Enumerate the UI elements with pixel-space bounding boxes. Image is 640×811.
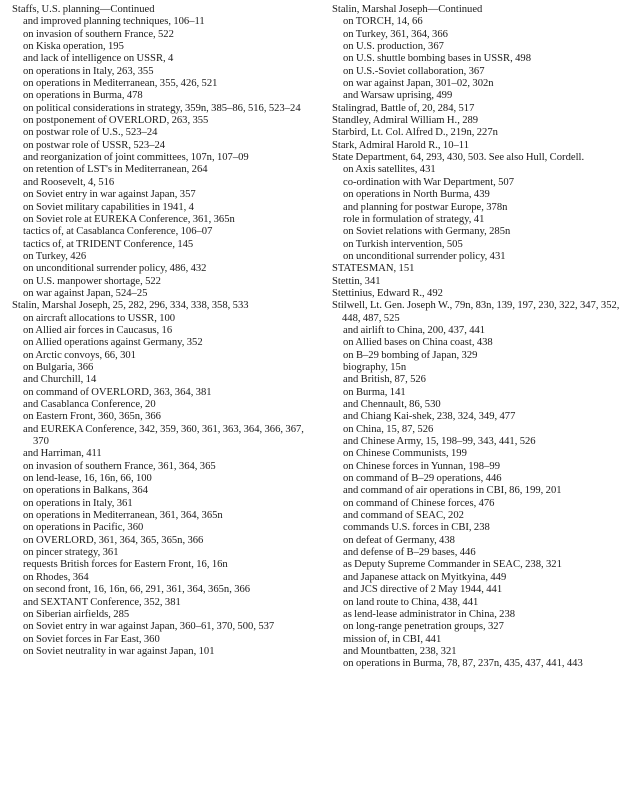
index-subentry: and airlift to China, 200, 437, 441	[343, 324, 486, 336]
index-subentry: on unconditional surrender policy, 431	[343, 250, 506, 262]
index-subentry: on lend-lease, 16, 16n, 66, 100	[23, 473, 152, 485]
index-subentry: on operations in North Burma, 439	[343, 189, 490, 201]
index-subentry: on Siberian airfields, 285	[23, 608, 130, 620]
index-subentry: on postwar role of USSR, 523–24	[23, 139, 166, 151]
index-subentry: biography, 15n	[343, 361, 407, 373]
index-subentry: on China, 15, 87, 526	[343, 423, 434, 435]
index-subentry: on Burma, 141	[343, 386, 406, 398]
index-subentry: on political considerations in strategy, 359n, 385–86, 516, 523–24	[23, 102, 301, 114]
index-subentry: on Turkey, 361, 364, 366	[343, 28, 448, 40]
index-subentry: on pincer strategy, 361	[23, 547, 119, 559]
index-subentry: tactics of, at Casablanca Conference, 106–07	[23, 226, 213, 238]
index-subentry: as Deputy Supreme Commander in SEAC, 238, 321	[343, 559, 562, 571]
index-subentry: on Eastern Front, 360, 365n, 366	[23, 411, 161, 423]
index-subentry: on Bulgaria, 366	[23, 361, 94, 373]
index-subentry: and reorganization of joint committees, 107n, 107–09	[23, 152, 249, 164]
index-subentry: on Allied operations against Germany, 352	[23, 337, 203, 349]
index-subentry: on operations in Italy, 361	[23, 497, 133, 509]
index-subentry: on command of B–29 operations, 446	[343, 473, 502, 485]
index-subentry: as lend-lease administrator in China, 238	[343, 608, 516, 620]
index-entry: Stark, Admiral Harold R., 10–11	[332, 139, 469, 151]
index-subentry: on operations in Italy, 263, 355	[23, 65, 154, 77]
index-subentry: on Kiska operation, 195	[23, 41, 124, 53]
index-subentry: on U.S. production, 367	[343, 41, 444, 53]
index-subentry: on Soviet neutrality in war against Japan, 101	[23, 645, 215, 657]
index-subentry: on Soviet role at EUREKA Conference, 361, 365n	[23, 213, 235, 225]
index-subentry: on OVERLORD, 361, 364, 365, 365n, 366	[23, 534, 204, 546]
index-subentry: on Soviet entry in war against Japan, 357	[23, 189, 196, 201]
index-subentry: tactics of, at TRIDENT Conference, 145	[23, 238, 194, 250]
index-subentry: and improved planning techniques, 106–11	[23, 16, 205, 28]
index-subentry: on Turkey, 426	[23, 250, 87, 262]
index-subentry: on operations in Burma, 78, 87, 237n, 435, 437, 441, 443	[343, 658, 583, 670]
index-entry: STATESMAN, 151	[332, 263, 415, 275]
index-subentry: and lack of intelligence on USSR, 4	[23, 53, 174, 65]
index-subentry: on defeat of Germany, 438	[343, 534, 455, 546]
index-subentry: on operations in Balkans, 364	[23, 485, 149, 497]
index-column-left	[12, 4, 312, 658]
index-subentry: on U.S. shuttle bombing bases in USSR, 498	[343, 53, 532, 65]
index-entry: Staffs, U.S. planning—Continued	[12, 4, 155, 15]
index-subentry: on invasion of southern France, 522	[23, 28, 174, 40]
index-subentry: commands U.S. forces in CBI, 238	[343, 522, 490, 534]
index-subentry: and defense of B–29 bases, 446	[343, 547, 476, 559]
index-subentry: on invasion of southern France, 361, 364, 365	[23, 460, 216, 472]
index-subentry: mission of, in CBI, 441	[343, 633, 442, 645]
index-subentry: on war against Japan, 301–02, 302n	[343, 78, 494, 90]
index-entry: Stalin, Marshal Joseph—Continued	[332, 4, 483, 15]
index-entry: State Department, 64, 293, 430, 503. See also Hull, Cordell.	[332, 152, 585, 164]
index-entry: Stettin, 341	[332, 275, 381, 287]
index-subentry: on postponement of OVERLORD, 263, 355	[23, 115, 209, 127]
index-subentry: on aircraft allocations to USSR, 100	[23, 312, 176, 324]
index-subentry: and JCS directive of 2 May 1944, 441	[343, 584, 503, 596]
index-subentry: and Mountbatten, 238, 321	[343, 645, 457, 657]
index-subentry: and Churchill, 14	[23, 374, 97, 386]
index-subentry: on Soviet military capabilities in 1941, 4	[23, 201, 194, 213]
index-subentry: on Rhodes, 364	[23, 571, 89, 583]
index-subentry: on unconditional surrender policy, 486, 432	[23, 263, 207, 275]
index-entry: Stettinius, Edward R., 492	[332, 287, 443, 299]
index-subentry: on long-range penetration groups, 327	[343, 621, 504, 633]
index-subentry: on Allied bases on China coast, 438	[343, 337, 493, 349]
index-entry: Starbird, Lt. Col. Alfred D., 219n, 227n	[332, 127, 498, 139]
index-subentry: on Chinese Communists, 199	[343, 448, 467, 460]
index-subentry: and command of SEAC, 202	[343, 510, 464, 522]
index-subentry: on Axis satellites, 431	[343, 164, 436, 176]
index-subentry: on operations in Mediterranean, 355, 426, 521	[23, 78, 218, 90]
index-subentry: on operations in Pacific, 360	[23, 522, 144, 534]
index-subentry: co-ordination with War Department, 507	[343, 176, 515, 188]
index-entry: Standley, Admiral William H., 289	[332, 115, 479, 127]
index-subentry: and British, 87, 526	[343, 374, 426, 386]
index-subentry: on Soviet relations with Germany, 285n	[343, 226, 511, 238]
index-entry: Stalingrad, Battle of, 20, 284, 517	[332, 102, 475, 114]
index-subentry: and Chennault, 86, 530	[343, 399, 441, 410]
index-subentry: and Chinese Army, 15, 198–99, 343, 441, 526	[343, 436, 536, 448]
index-subentry: on retention of LST's in Mediterranean, 264	[23, 164, 208, 176]
index-subentry: requests British forces for Eastern Front, 16, 16n	[23, 559, 228, 571]
index-subentry: and Harriman, 411	[23, 448, 102, 460]
index-subentry: and Chiang Kai-shek, 238, 324, 349, 477	[343, 411, 516, 423]
index-subentry: and EUREKA Conference, 342, 359, 360, 361, 363, 364, 366, 367, 370	[23, 423, 304, 448]
index-entry: Stalin, Marshal Joseph, 25, 282, 296, 334, 338, 358, 533	[12, 300, 249, 312]
index-subentry: on operations in Burma, 478	[23, 90, 143, 102]
index-subentry: on Chinese forces in Yunnan, 198–99	[343, 460, 500, 472]
index-subentry: and Japanese attack on Myitkyina, 449	[343, 571, 507, 583]
index-subentry: on command of OVERLORD, 363, 364, 381	[23, 386, 212, 398]
index-subentry: on war against Japan, 524–25	[23, 287, 148, 299]
index-subentry: on Allied air forces in Caucasus, 16	[23, 324, 173, 336]
index-subentry: on U.S. manpower shortage, 522	[23, 275, 161, 287]
index-subentry: on TORCH, 14, 66	[343, 16, 423, 28]
index-subentry: on Soviet entry in war against Japan, 360–61, 370, 500, 537	[23, 621, 275, 633]
index-subentry: on Turkish intervention, 505	[343, 238, 463, 250]
index-subentry: on land route to China, 438, 441	[343, 596, 479, 608]
index-subentry: on Soviet forces in Far East, 360	[23, 633, 160, 645]
index-subentry: on operations in Mediterranean, 361, 364, 365n	[23, 510, 223, 522]
index-subentry: and Casablanca Conference, 20	[23, 399, 156, 410]
index-column-right	[332, 4, 632, 671]
index-subentry: role in formulation of strategy, 41	[343, 213, 485, 225]
index-subentry: on U.S.-Soviet collaboration, 367	[343, 65, 485, 77]
index-subentry: on Arctic convoys, 66, 301	[23, 349, 136, 361]
index-subentry: on second front, 16, 16n, 66, 291, 361, 364, 365n, 366	[23, 584, 251, 596]
index-subentry: and planning for postwar Europe, 378n	[343, 201, 508, 213]
index-subentry: and SEXTANT Conference, 352, 381	[23, 596, 181, 608]
index-subentry: and command of air operations in CBI, 86, 199, 201	[343, 485, 562, 497]
index-subentry: and Roosevelt, 4, 516	[23, 176, 115, 188]
index-subentry: on command of Chinese forces, 476	[343, 497, 495, 509]
index-entry: Stilwell, Lt. Gen. Joseph W., 79n, 83n, 139, 197, 230, 322, 347, 352, 448, 487, 525	[332, 300, 620, 324]
index-subentry: on postwar role of U.S., 523–24	[23, 127, 158, 139]
index-subentry: on B–29 bombing of Japan, 329	[343, 349, 478, 361]
index-subentry: and Warsaw uprising, 499	[343, 90, 453, 102]
